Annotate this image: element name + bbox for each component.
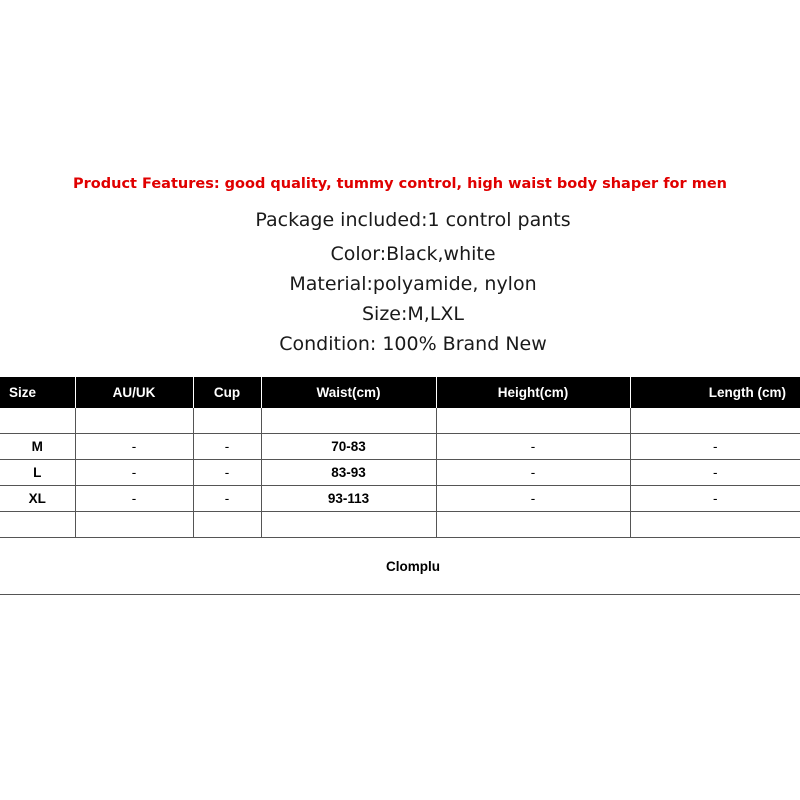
header-cup: Cup: [193, 377, 261, 408]
table-cell: [630, 408, 800, 434]
table-cell: [0, 408, 75, 434]
table-cell: [0, 512, 75, 538]
table-row: [0, 486, 800, 512]
header-waist: Waist(cm): [261, 377, 436, 408]
waist-cell: 83-93: [261, 460, 436, 486]
size-chart-header-row: [0, 377, 800, 408]
spec-condition: Condition: 100% Brand New: [279, 333, 547, 355]
length-cell: -: [630, 460, 800, 486]
waist-cell: 93-113: [261, 486, 436, 512]
size-chart-table: [0, 377, 800, 538]
table-row: [0, 512, 800, 538]
height-cell: -: [436, 434, 630, 460]
table-cell: [261, 408, 436, 434]
spec-material: Material:polyamide, nylon: [289, 273, 537, 295]
table-cell: [75, 512, 193, 538]
table-cell: [193, 408, 261, 434]
cup-cell: -: [193, 486, 261, 512]
product-features-line: Product Features: good quality, tummy control, high waist body shaper for men: [73, 176, 727, 192]
length-cell: -: [630, 434, 800, 460]
table-cell: [436, 512, 630, 538]
size-cell: L: [0, 460, 75, 486]
table-cell: [75, 408, 193, 434]
size-cell: M: [0, 434, 75, 460]
spec-color: Color:Black,white: [330, 243, 496, 265]
cup-cell: -: [193, 460, 261, 486]
cup-cell: -: [193, 434, 261, 460]
height-cell: -: [436, 460, 630, 486]
length-cell: -: [630, 486, 800, 512]
header-length: Length (cm): [630, 377, 800, 408]
au-uk-cell: -: [75, 486, 193, 512]
spec-size: Size:M,LXL: [361, 303, 465, 325]
table-row: [0, 408, 800, 434]
brand-name: Clomplu: [386, 559, 440, 574]
table-cell: [436, 408, 630, 434]
waist-cell: 70-83: [261, 434, 436, 460]
table-row: [0, 434, 800, 460]
table-cell: [261, 512, 436, 538]
au-uk-cell: -: [75, 434, 193, 460]
height-cell: -: [436, 486, 630, 512]
size-cell: XL: [0, 486, 75, 512]
spec-package-included: Package included:1 control pants: [255, 209, 571, 231]
table-cell: [630, 512, 800, 538]
header-height: Height(cm): [436, 377, 630, 408]
table-row: [0, 460, 800, 486]
header-au-uk: AU/UK: [75, 377, 193, 408]
brand-row: [0, 539, 800, 595]
au-uk-cell: -: [75, 460, 193, 486]
header-size: Size: [0, 377, 75, 408]
table-cell: [193, 512, 261, 538]
